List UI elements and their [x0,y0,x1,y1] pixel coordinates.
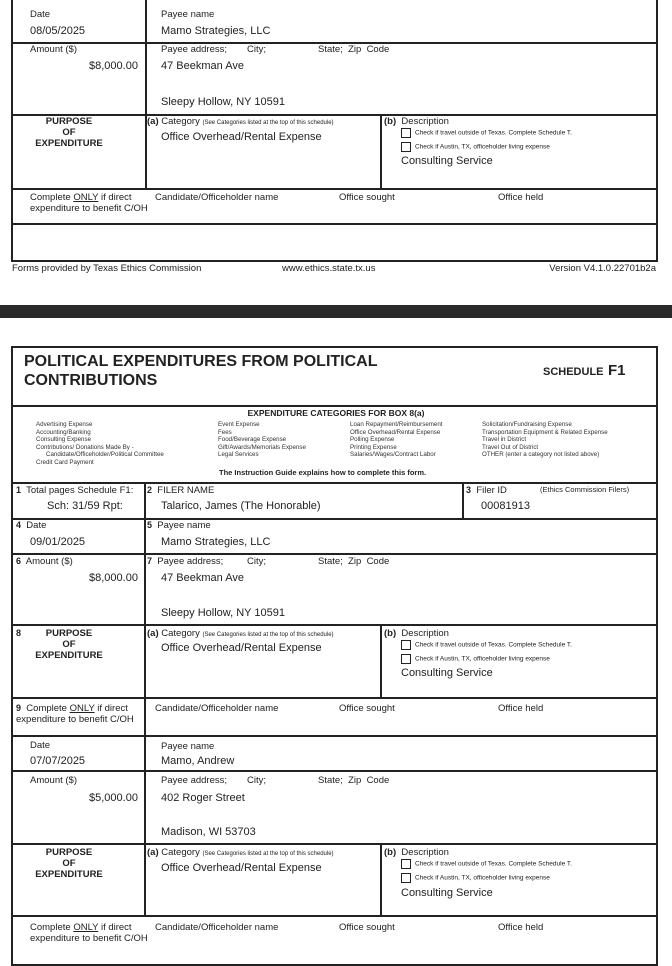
office-held-label: Office held [498,703,544,714]
filer-id-label: 3 Filer ID [466,485,507,496]
date-label: Date [30,740,51,751]
complete-only-label: 9 Complete ONLY if direct expenditure to benefit C/OH [16,703,134,725]
austin-checkbox[interactable] [401,654,411,664]
description-label: (b) Description [384,116,449,127]
office-sought-label: Office sought [339,922,395,933]
total-pages-label: 1 Total pages Schedule F1: [16,485,134,496]
footer-version: Version V4.1.0.22701b2a [549,263,656,274]
schedule-id: SCHEDULE F1 [543,362,626,379]
description-label: (b) Description [384,628,449,639]
category-value: Office Overhead/Rental Expense [161,642,322,654]
travel-checkbox[interactable] [401,128,411,138]
category-label: (a) Category (See Categories listed at the top of this schedule) [147,628,334,639]
field-number-8: 8 [16,628,22,638]
travel-checkbox-row[interactable]: Check if travel outside of Texas. Complete Schedule T. [401,640,572,650]
state-zip-label: State; Zip Code [318,775,390,786]
candidate-name-label: Candidate/Officeholder name [155,703,279,714]
category-value: Office Overhead/Rental Expense [161,862,322,874]
payee-address-line1: 47 Beekman Ave [161,60,244,72]
filer-name-label: 2 FILER NAME [147,485,215,496]
date-label: Date [30,9,51,20]
city-label: City; [247,44,266,55]
state-zip-label: State; Zip Code [318,44,390,55]
payee-address-label: Payee address; [161,44,228,55]
payee-address-line2: Sleepy Hollow, NY 10591 [161,607,285,619]
schedule-title: POLITICAL EXPENDITURES FROM POLITICAL CONTRIBUTIONS [24,353,378,389]
amount-value: $8,000.00 [89,60,138,72]
payee-address-line1: 402 Roger Street [161,792,245,804]
description-value: Consulting Service [401,667,493,679]
candidate-name-label: Candidate/Officeholder name [155,922,279,933]
categories-col-3: Loan Repayment/Reimbursement Office Overhead/Rental Expense Polling Expense Printing Expense Salaries/Wages/Contract Labor [350,421,443,459]
austin-checkbox-row[interactable]: Check if Austin, TX, officeholder living expense [401,654,550,664]
city-label: City; [247,775,266,786]
description-label: (b) Description [384,847,449,858]
payee-address-label: Payee address; [161,775,228,786]
state-zip-label: State; Zip Code [318,556,390,567]
amount-value: $8,000.00 [89,572,138,584]
footer-left: Forms provided by Texas Ethics Commission [12,263,202,274]
office-sought-label: Office sought [339,703,395,714]
payee-name-label: 5 Payee name [147,520,211,531]
office-sought-label: Office sought [339,192,395,203]
austin-checkbox[interactable] [401,142,411,152]
description-value: Consulting Service [401,155,493,167]
date-label: 4 Date [16,520,47,531]
payee-name: Mamo, Andrew [161,755,235,767]
entry-date: 07/07/2025 [30,755,86,767]
office-held-label: Office held [498,192,544,203]
travel-checkbox[interactable] [401,640,411,650]
austin-checkbox-row[interactable]: Check if Austin, TX, officeholder living expense [401,142,550,152]
category-label: (a) Category (See Categories listed at the top of this schedule) [147,847,334,858]
amount-label: Amount ($) [30,44,77,55]
categories-col-1: Advertising Expense Accounting/Banking Consulting Expense Contributions/ Donations Made By - Candidate/Officeholder/Political Committee Credit Card Payment [36,421,164,466]
purpose-label: PURPOSE OF EXPENDITURE [35,628,103,661]
payee-name-label: Payee name [161,741,215,752]
filer-id-note: (Ethics Commission Filers) [540,485,630,494]
categories-col-2: Event Expense Fees Food/Beverage Expense Gift/Awards/Memorials Expense Legal Services [218,421,306,459]
category-label: (a) Category (See Categories listed at the top of this schedule) [147,116,334,127]
austin-checkbox[interactable] [401,873,411,883]
city-label: City; [247,556,266,567]
travel-checkbox-row[interactable]: Check if travel outside of Texas. Complete Schedule T. [401,859,572,869]
travel-checkbox-row[interactable]: Check if travel outside of Texas. Complete Schedule T. [401,128,572,138]
entry-date: 09/01/2025 [30,536,86,548]
purpose-label: PURPOSE OF EXPENDITURE [35,116,103,149]
categories-col-4: Solicitation/Fundraising Expense Transportation Equipment & Related Expense Travel in District Travel Out of District OTHER (enter a category not listed above) [482,421,608,459]
payee-name: Mamo Strategies, LLC [161,25,271,37]
amount-label: Amount ($) [30,775,77,786]
austin-checkbox-row[interactable]: Check if Austin, TX, officeholder living expense [401,873,550,883]
filer-id: 00081913 [481,500,530,512]
payee-address-label: 7 Payee address; [147,556,224,567]
payee-address-line2: Madison, WI 53703 [161,826,256,838]
filer-name: Talarico, James (The Honorable) [161,500,321,512]
total-pages-value: Sch: 31/59 Rpt: [47,500,123,512]
page-separator [0,305,672,318]
category-value: Office Overhead/Rental Expense [161,131,322,143]
footer-url[interactable]: www.ethics.state.tx.us [282,263,376,274]
instruction-note: The Instruction Guide explains how to complete this form. [219,468,427,477]
entry-date: 08/05/2025 [30,25,86,37]
complete-only-label: Complete ONLY if direct expenditure to benefit C/OH [30,192,148,214]
payee-address-line2: Sleepy Hollow, NY 10591 [161,96,285,108]
candidate-name-label: Candidate/Officeholder name [155,192,279,203]
amount-value: $5,000.00 [89,792,138,804]
payee-name-label: Payee name [161,9,215,20]
complete-only-label: Complete ONLY if direct expenditure to benefit C/OH [30,922,148,944]
amount-label: 6 Amount ($) [16,556,73,567]
travel-checkbox[interactable] [401,859,411,869]
payee-address-line1: 47 Beekman Ave [161,572,244,584]
description-value: Consulting Service [401,887,493,899]
purpose-label: PURPOSE OF EXPENDITURE [35,847,103,880]
office-held-label: Office held [498,922,544,933]
payee-name: Mamo Strategies, LLC [161,536,271,548]
categories-title: EXPENDITURE CATEGORIES FOR BOX 8(a) [247,408,425,418]
